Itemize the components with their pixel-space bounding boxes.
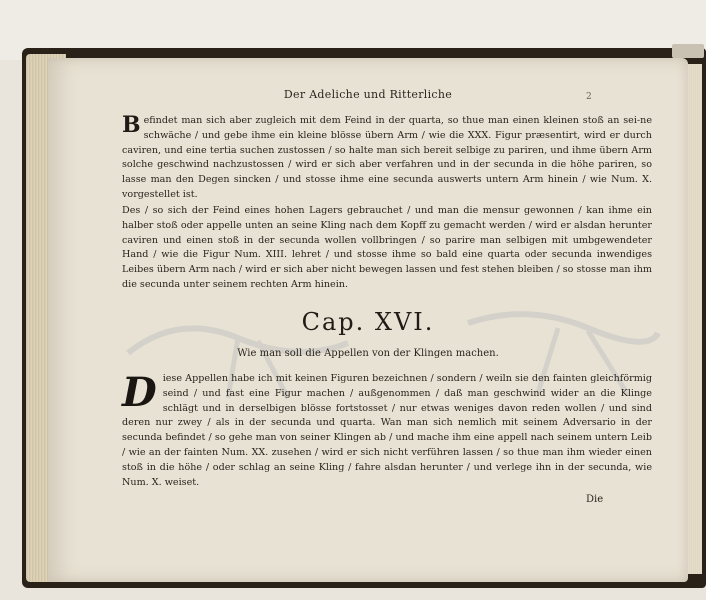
chapter-title: Cap. XVI. (301, 308, 435, 336)
running-head: Der Adeliche und Ritterliche (283, 88, 453, 101)
page-number: 2 (586, 92, 592, 102)
paragraph-3 (122, 369, 652, 490)
chapter-subtitle: Wie man soll die Appellen von der Klingen machen. (237, 348, 499, 359)
catchword: Die (586, 494, 604, 505)
book-page (48, 58, 688, 582)
initial-letter: B (122, 112, 141, 138)
book-clip (672, 44, 704, 58)
paragraph-2 (122, 204, 652, 293)
ornamental-initial: D (122, 369, 157, 416)
paragraph-2-text: Des / so sich der Feind eines hohen Lagers gebrauchet / und man die mensur gewonnen / kan ihme ein halber stoß oder appelle unten an seine Kling nach dem Kopff zu gemacht werden / wird er alsdan herunter caviren und einen stoß in der secunda wollen vollbringen / so parire man selbigen mit umbgewendeter Hand / wie die Figur Num. XIII. lehret / und stosse ihme so bald eine quarta oder secunda inwendiges Leibes übern Arm nach / wird er sich aber nicht bewegen lassen und fest stehen bleiben / so stosse man ihm die secunda unter seinem rechten Arm hinein. (122, 205, 652, 290)
paragraph-1-text: efindet man sich aber zugleich mit dem Feind in der quarta, so thue man einen kleinen stoß an sei-ne schwäche / und gebe ihme ein kleine blösse übern Arm / wie die XXX. Figur præsentirt, wird er durch caviren, und eine tertia suchen zustossen / so halte man sich bereit selbige zu pariren, und ihme übern Arm solche geschwind nachzustossen / wird er sich aber verfahren und in der secunda in die höhe pariren, so lasse man den Degen sincken / und stosse ihme eine secunda auswerts untern Arm hinein / wie Num. X. vorgestellet ist. (122, 115, 652, 200)
paragraph-1 (122, 114, 652, 203)
paragraph-3-text: iese Appellen habe ich mit keinen Figuren bezeichnen / sondern / weiln sie den fainten gleichförmig seind / und fast eine Figur machen / außgenommen / daß man geschwind wider an die Klinge schlägt und in derselbigen blösse fortstosset / nur etwas weniges davon reden wollen / und sind deren nur zwey / als in der secunda und quarta. Wan man sich nemlich mit seinem Adversario in der secunda befindet / so gehe man von seiner Klingen ab / und mache ihm eine appell nach seinem untern Leib / wie an der fainten Num. XX. zusehen / wird er sich nicht verführen lassen / so thue man ihm wieder einen stoß in die höhe / oder schlag an seine Kling / fahre alsdan herunter / und verlege ihn in der secunda, wie Num. X. weiset. (122, 373, 652, 488)
